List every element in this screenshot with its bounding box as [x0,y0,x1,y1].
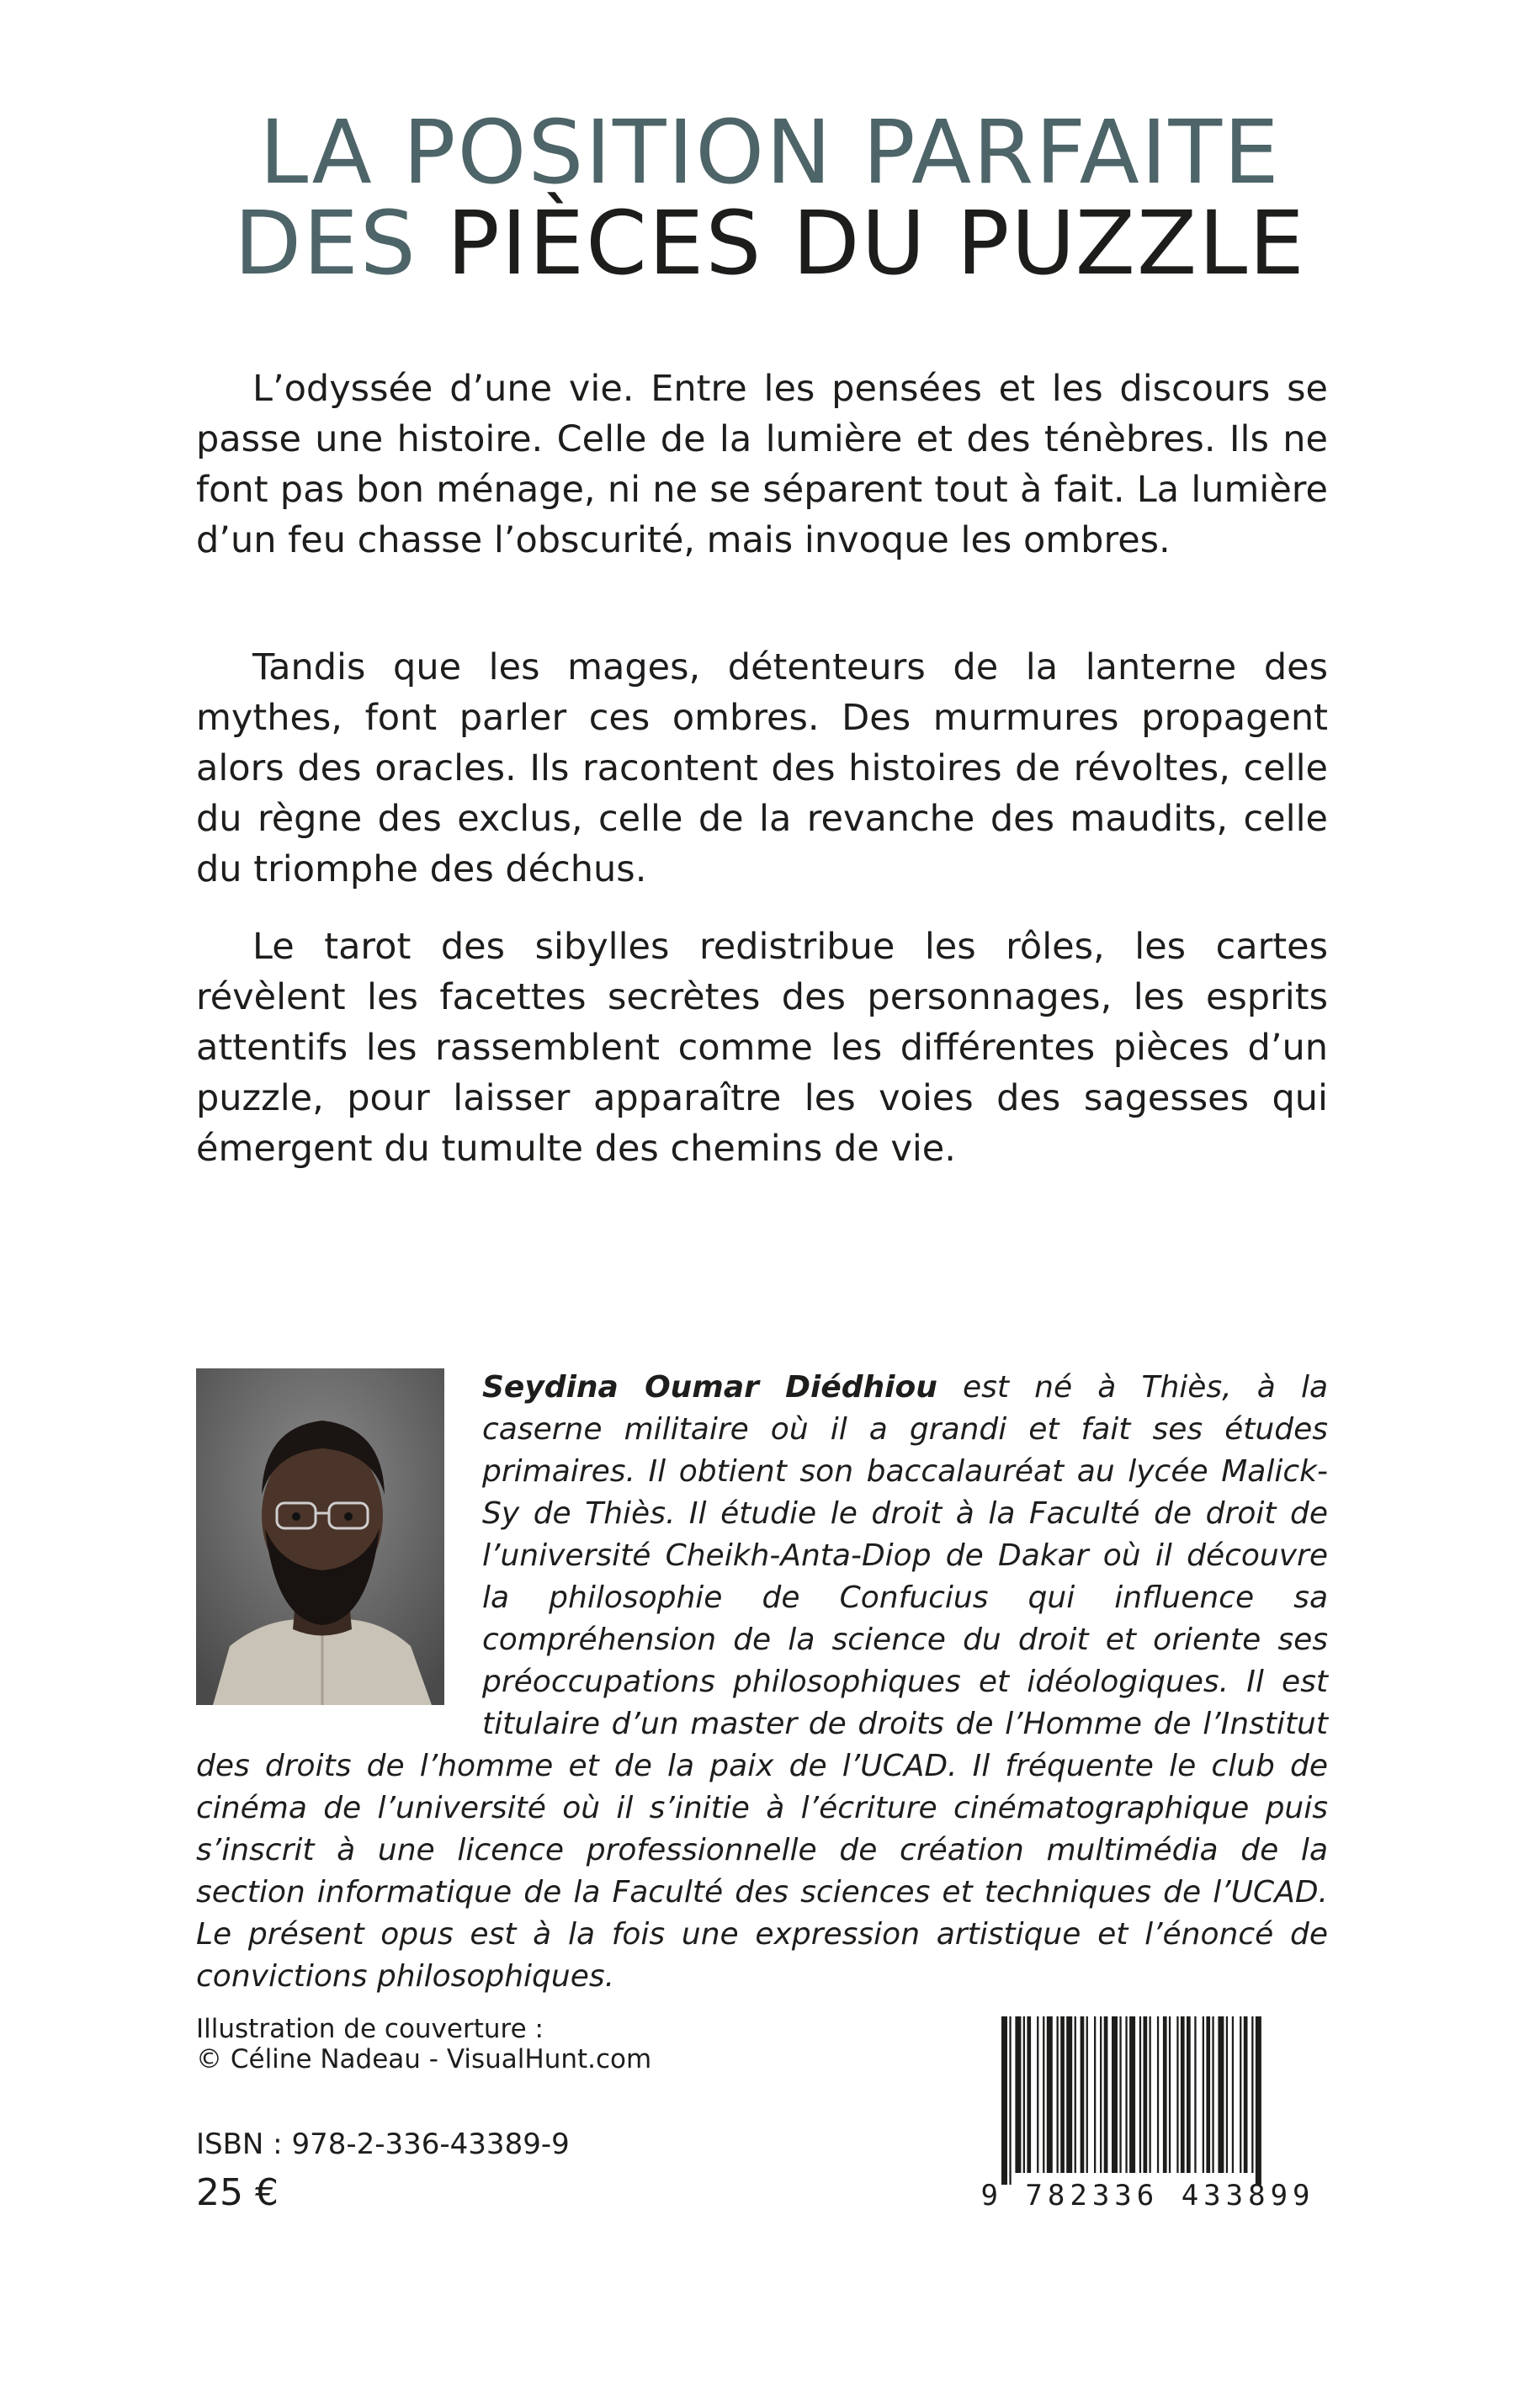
barcode-bar [1104,2016,1108,2173]
barcode-bar [1094,2016,1096,2173]
barcode-bar [1037,2016,1038,2173]
summary-paragraph-3: Le tarot des sibylles redistribue les rôles, les cartes révèlent les facettes secrètes des personnages, les esprits attentifs les rassemblent comme les différentes pièces d’un puzzle, pour laisser apparaître les voies des sagesses qui émergent du tumulte des chemins de vie. [196,926,1328,1170]
barcode-bar [1081,2016,1085,2173]
barcode-bar [1226,2016,1228,2173]
barcode-bar [1129,2016,1135,2173]
title-line-1-text: LA POSITION PARFAITE [259,101,1281,204]
barcode-bar [1176,2016,1178,2173]
summary-paragraph-2: Tandis que les mages, détenteurs de la lanterne des mythes, font parler ces ombres. Des murmures propagent alors des oracles. Ils racontent des histoires de révoltes, celle du règne des exclus, celle de la revanche des maudits, celle du triomphe des déchus. [196,646,1328,890]
barcode-bar [1047,2016,1053,2173]
barcode-bar [1023,2016,1025,2173]
title-line-2 [0,192,1540,295]
barcode-bar [1066,2016,1072,2173]
barcode-bar [1203,2016,1204,2173]
barcode-bar [1086,2016,1088,2173]
barcode-bar [1015,2016,1021,2173]
barcode-bar [1060,2016,1065,2173]
barcode-bar [1027,2016,1031,2173]
barcode-bar [1206,2016,1210,2173]
isbn-barcode [973,2010,1323,2212]
price: 25 € [196,2171,279,2214]
title-line-2-dark: PIÈCES DU PUZZLE [446,192,1306,295]
barcode-bar [1139,2016,1141,2173]
barcode-bar [1057,2016,1059,2173]
barcode-bar [1163,2016,1167,2173]
photo-spacer [196,1367,482,1712]
barcode-bar [1119,2016,1121,2173]
barcode-bar [1100,2016,1102,2173]
isbn: ISBN : 978-2-336-43389-9 [196,2127,570,2161]
summary-paragraph-1: L’odyssée d’une vie. Entre les pensées et les discours se passe une histoire. Celle de la lumière et des ténèbres. Ils ne font pas bon ménage, ni ne se séparent tout à fait. La lumière d’un feu chasse l’obscurité, mais invoque les ombres. [196,368,1328,561]
barcode-bar [1232,2016,1234,2173]
illustration-label: Illustration de couverture : [196,2014,544,2044]
barcode-bar [1194,2016,1196,2173]
barcode-bar [1001,2016,1007,2185]
barcode-bar [1009,2016,1011,2185]
barcode-bar [1244,2016,1248,2173]
barcode-bar [1125,2016,1127,2173]
barcode-bar [1181,2016,1185,2173]
title-line-2-muted: DES [234,192,417,295]
barcode-digits: 9 782336 433899 [980,2179,1315,2212]
barcode-bar [1157,2016,1159,2173]
barcode-bar [1218,2016,1224,2173]
barcode-bar [1251,2016,1253,2173]
barcode-bar [1144,2016,1148,2173]
author-bio [196,1367,1328,1998]
illustration-credit [196,2014,651,2074]
barcode-bar [1075,2016,1076,2173]
barcode-bar [1240,2016,1241,2173]
barcode-bar [1043,2016,1044,2173]
barcode-bar [1169,2016,1171,2173]
author-name: Seydina Oumar Diédhiou [482,1370,937,1405]
barcode-bar [1187,2016,1191,2173]
title-line-1 [0,101,1540,204]
author-bio-text: est né à Thiès, à la caserne militaire où il a grandi et fait ses études primaires. Il obtient son baccalauréat au lycée Malick-Sy de Thiès. Il étudie le droit à la Faculté de droit de l’université Cheikh-Anta-Diop de Dakar où il découvre la philosophie de Confucius qui influence sa compréhension de la science du droit et oriente ses préoccupations philosophiques et idéologiques. Il est titulaire d’un master de droits de l’Homme de l’Institut des droits de l’homme et de la paix de l’UCAD. Il fréquente le club de cinéma de l’université où il s’initie à l’écriture cinématographique puis s’inscrit à une licence professionnelle de création multimédia de la section informatique de la Faculté des sciences et techniques de l’UCAD. Le présent opus est à la fois une expression artistique et l’énoncé de convictions philosophiques. [196,1370,1329,1994]
illustration-source: © Céline Nadeau - VisualHunt.com [196,2044,652,2074]
barcode-bar [1212,2016,1213,2173]
barcode-bar [1150,2016,1151,2173]
barcode-bar [1112,2016,1118,2173]
barcode-bar [1256,2016,1261,2185]
